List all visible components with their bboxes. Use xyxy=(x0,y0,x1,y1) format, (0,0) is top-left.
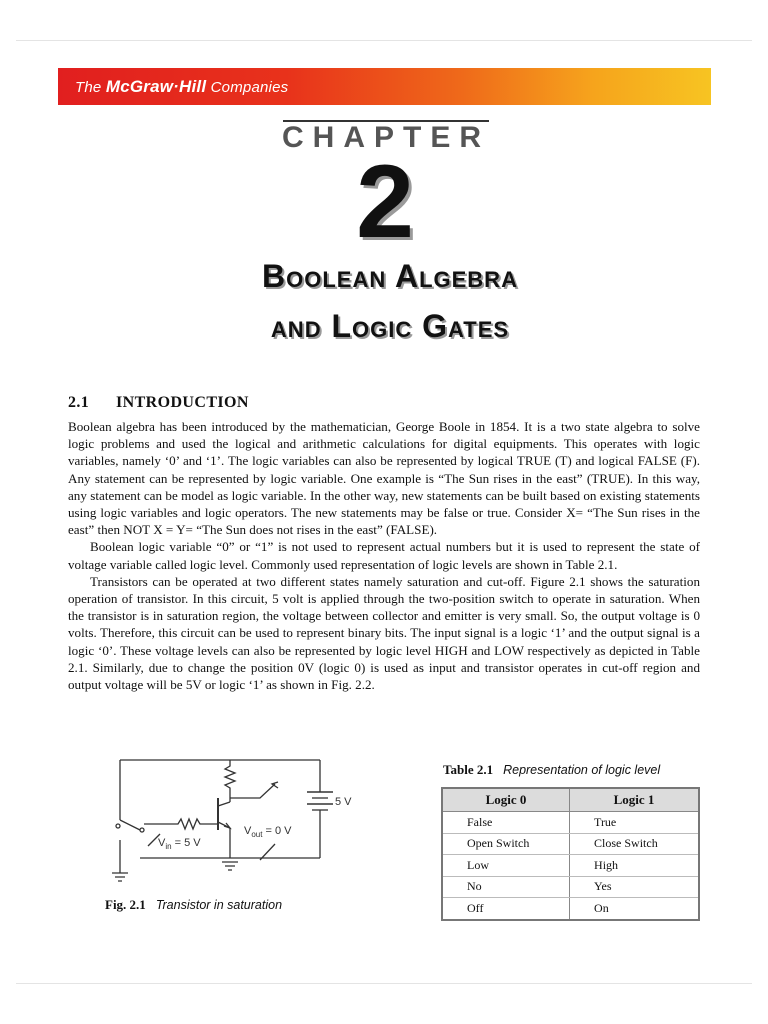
section-heading xyxy=(68,394,249,412)
table-cell: High xyxy=(570,855,699,877)
table-row xyxy=(442,876,699,898)
logic-level-table xyxy=(441,787,700,921)
table-cell: Close Switch xyxy=(570,833,699,855)
table-cell: True xyxy=(570,812,699,834)
table-cell: No xyxy=(442,876,570,898)
table-row xyxy=(442,898,699,920)
table-cell: False xyxy=(442,812,570,834)
table-row xyxy=(442,833,699,855)
supply-label: 5 V xyxy=(335,796,352,808)
chapter-number: 2 xyxy=(356,144,414,260)
table-caption: Table 2.1 Representation of logic level xyxy=(443,762,661,777)
table-row xyxy=(442,855,699,877)
vin-label: $V_{in} = 5$ V xyxy=(158,837,201,851)
paragraph: Transistors can be operated at two different states namely saturation and cut-off. Figure 2.1 shows the saturation operation of transistor. In this circuit, 5 volt is applied through the two-position switch to operate in saturation. When the transistor is in saturation region, the voltage between collector and emitter is very small. So, the output voltage is 0 volts. Therefore, this circuit can be used to represent binary bits. The input signal is a logic ‘1’ and the output signal is a logic ‘0’. These voltage levels can also be represented by logic level HIGH and LOW respectively as depicted in Table 2.1. Similarly, due to change the position 0V (logic 0) is used as input and transistor operates in cut-off region and output voltage will be 5V or logic ‘1’ as shown in Fig. 2.2. xyxy=(68,573,700,693)
transistor-circuit-diagram xyxy=(100,748,360,893)
table-header-logic-1: Logic 1 xyxy=(570,788,699,812)
table-cell: Low xyxy=(442,855,570,877)
paragraph: Boolean algebra has been introduced by the mathematician, George Boole in 1854. It is a two state algebra to solve logic problems and used the logical and arithmetic calculations for digital equipments. This operates with logic variables, namely ‘0’ and ‘1’. The logic variables can also be represented by logical TRUE (T) and logical FALSE (F). Any statement can be represented by logic variable. One example is “The Sun rises in the east” (TRUE). In this way, any statement can be model as logic variable. In the other way, new statements can be built based on existing statements using logic variables and logic operators. The new statements may be false or true. Consider X= “The Sun rises in the east” then NOT X = Y= “The Sun does not rises in the east” (FALSE). xyxy=(68,419,700,538)
publisher-logo: The McGraw·Hill Companies xyxy=(75,77,289,96)
publisher-banner xyxy=(58,68,711,105)
section-title: INTRODUCTION xyxy=(116,394,249,411)
section-body xyxy=(68,418,700,693)
figure-caption: Fig. 2.1 Transistor in saturation xyxy=(105,897,283,912)
table-cell: Yes xyxy=(570,876,699,898)
chapter-title-line-1: Boolean Algebra xyxy=(262,258,518,294)
table-cell: On xyxy=(570,898,699,920)
chapter-title-line-2: and Logic Gates xyxy=(270,308,510,344)
table-header-logic-0: Logic 0 xyxy=(442,788,570,812)
table-row xyxy=(442,812,699,834)
table-cell: Open Switch xyxy=(442,833,570,855)
paragraph: Boolean logic variable “0” or “1” is not used to represent actual numbers but it is used to represent the state of voltage variable called logic level. Commonly used representation of logic levels are shown in Table 2.1. xyxy=(68,539,700,572)
chapter-label: CHAPTER xyxy=(281,121,490,154)
table-cell: Off xyxy=(442,898,570,920)
section-number: 2.1 xyxy=(68,394,90,411)
vout-label: $V_{out} = 0$ V xyxy=(244,825,292,839)
